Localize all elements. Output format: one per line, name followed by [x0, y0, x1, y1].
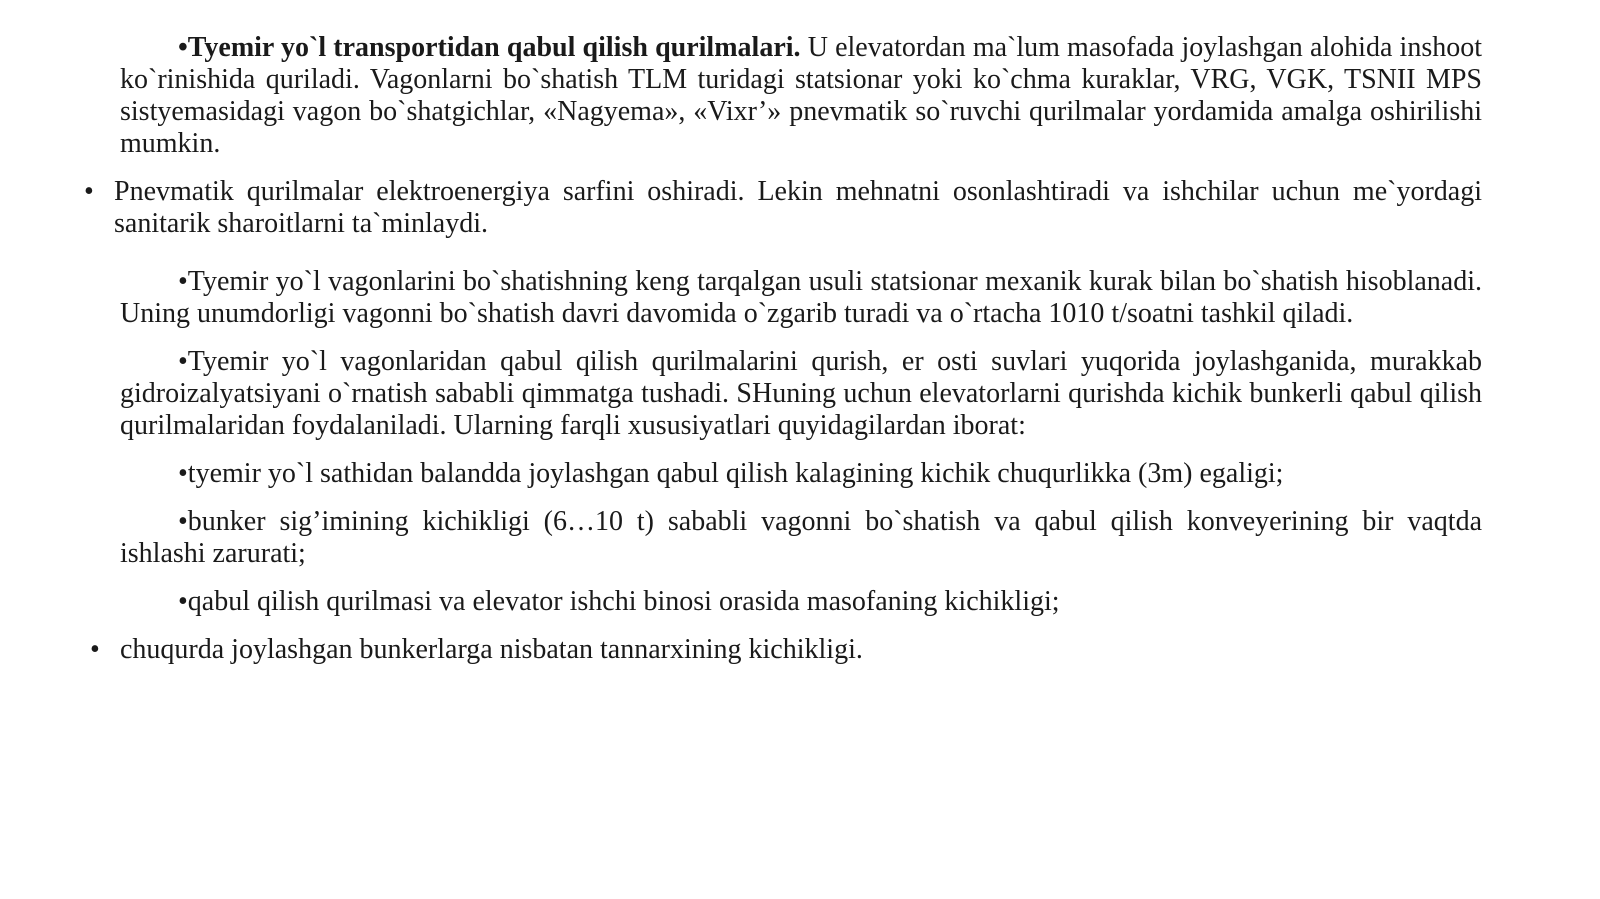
paragraph-body: U elevatordan ma`lum masofada joylashgan alohida inshoot ko`rinishida quriladi. Vagonlarni bo`shatish TLM turidagi statsionar yoki ko`chma kuraklar, VRG, VGK, TSNII MPS sistyemasidagi vagon bo`shatgichlar, «Nagyema», «Vixr’» pnevmatik so`ruvchi qurilmalar yordamida amalga oshirilishi mumkin. — [120, 32, 1482, 159]
list-item-text: •tyemir yo`l sathidan balandda joylashgan qabul qilish kalagining kichik chuqurlikka (3m) egaligi; — [178, 458, 1284, 489]
bullet-text: Pnevmatik qurilmalar elektroenergiya sarfini oshiradi. Lekin mehnatni osonlashtiradi va ishchilar uchun me`yordagi sanitarik sharoitlarni ta`minlaydi. — [114, 176, 1482, 239]
list-item-depth — [120, 458, 1482, 490]
bullet-item-pneumatic — [84, 176, 1482, 240]
bullet-icon: • — [90, 634, 100, 665]
bullet-item-cost — [90, 634, 1482, 666]
paragraph-body: •Tyemir yo`l vagonlaridan qabul qilish qurilmalarini qurish, er osti suvlari yuqorida joylashganida, murakkab gidroizalyatsiyani o`rnatish sababli qimmatga tushadi. SHuning uchun elevatorlarni qurishda kichik bunkerli qabul qilish qurilmalaridan foydalaniladi. Ularning farqli xususiyatlari quyidagilardan iborat: — [120, 346, 1482, 441]
list-item-text: •bunker sig’imining kichikligi (6…10 t) sababli vagonni bo`shatish va qabul qilish konveyerining bir vaqtda ishlashi zarurati; — [120, 506, 1482, 569]
bullet-text: chuqurda joylashgan bunkerlarga nisbatan tannarxining kichikligi. — [120, 634, 863, 665]
list-item-text: •qabul qilish qurilmasi va elevator ishchi binosi orasida masofaning kichikligi; — [178, 586, 1060, 617]
list-item-bunker-capacity — [120, 506, 1482, 570]
list-item-distance — [120, 586, 1482, 618]
slide-content — [84, 32, 1482, 666]
paragraph-heading: •Tyemir yo`l transportidan qabul qilish qurilmalari. — [178, 32, 801, 63]
bullet-icon: • — [84, 176, 94, 207]
paragraph-unloading-method — [120, 266, 1482, 330]
paragraph-construction-cost — [120, 346, 1482, 442]
paragraph-body: •Tyemir yo`l vagonlarini bo`shatishning keng tarqalgan usuli statsionar mexanik kurak bilan bo`shatish hisoblanadi. Uning unumdorligi vagonni bo`shatish davri davomida o`zgarib turadi va o`rtacha 1010 t/soatni tashkil qiladi. — [120, 266, 1482, 329]
paragraph-receiving-devices — [120, 32, 1482, 160]
